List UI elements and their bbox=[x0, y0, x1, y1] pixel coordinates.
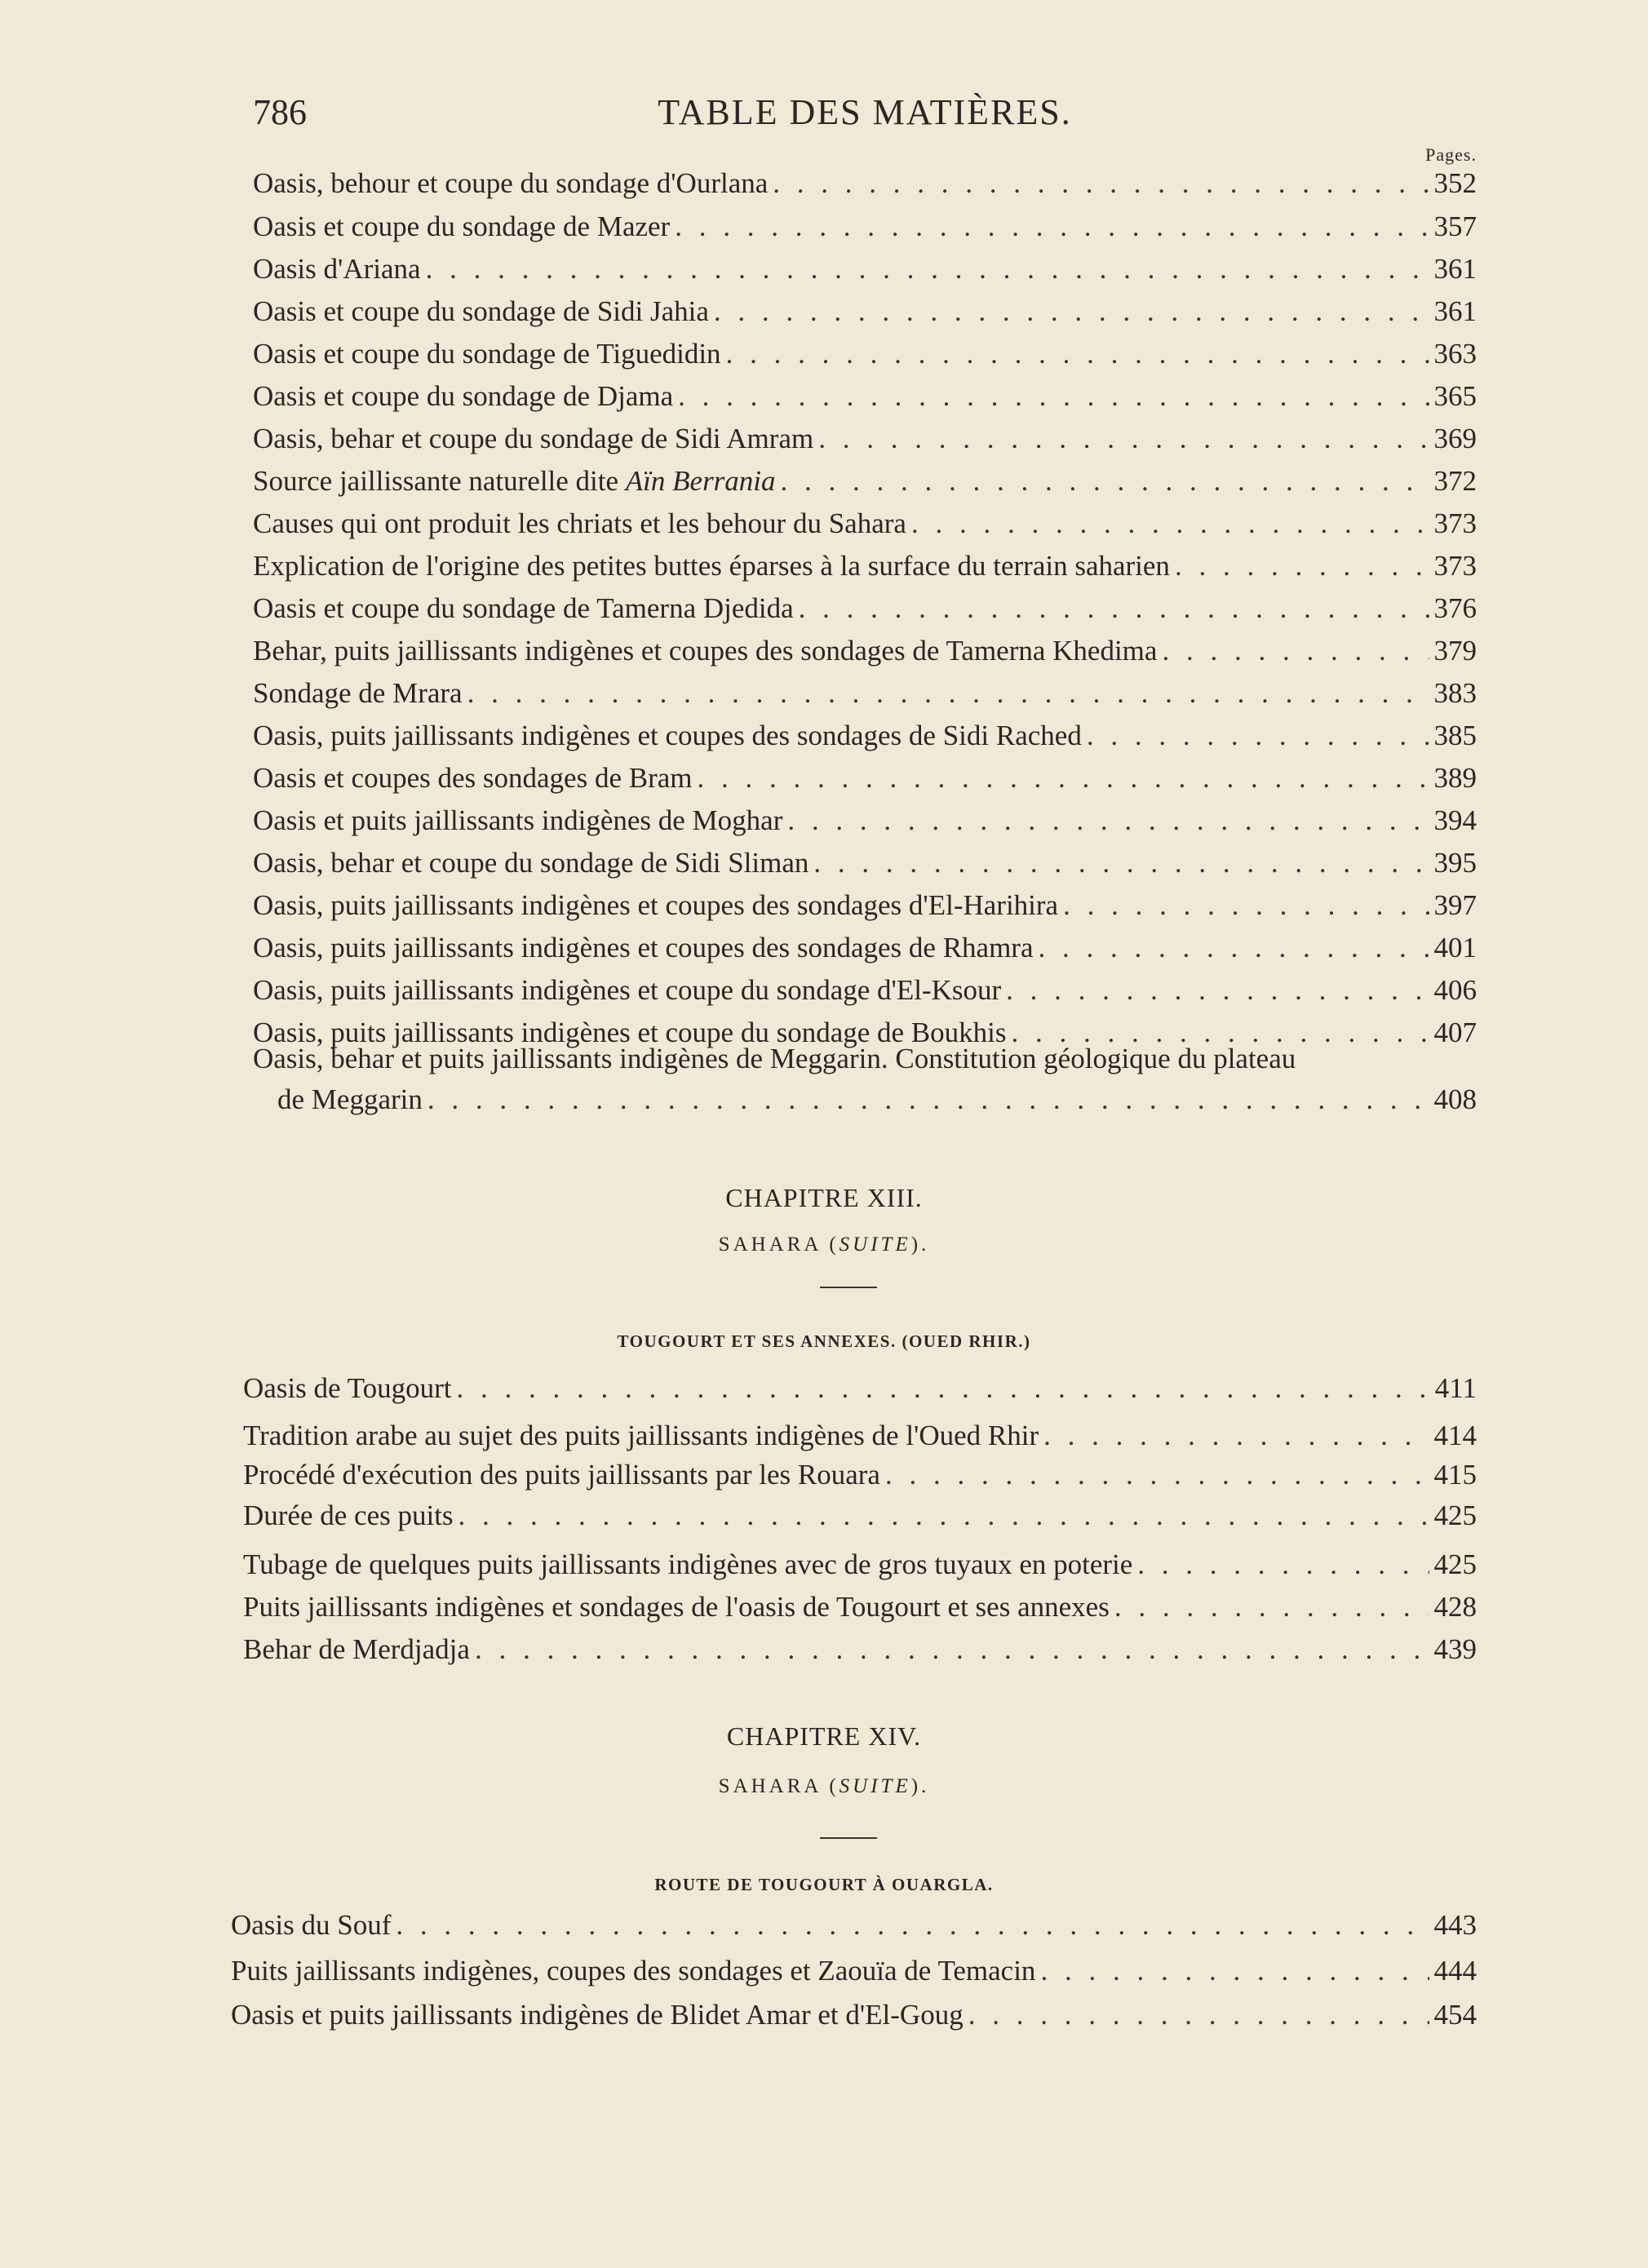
toc-entry: Oasis et coupe du sondage de Tamerna Djedida . . . 376 bbox=[253, 592, 1477, 635]
running-title: TABLE DES MATIÈRES. bbox=[658, 92, 1072, 132]
toc-entry: Puits jaillissants indigènes, coupes des sondages et Zaouïa de Temacin . . . 444 bbox=[231, 1955, 1477, 1997]
toc-entry: Causes qui ont produit les chriats et les behour du Sahara . . . 373 bbox=[253, 507, 1477, 550]
toc-entry: Procédé d'exécution des puits jaillissants par les Rouara . . . 415 bbox=[243, 1459, 1477, 1501]
toc-entry: Oasis, behour et coupe du sondage d'Ourlana . . . 352 bbox=[253, 167, 1477, 210]
divider-rule bbox=[820, 1837, 877, 1839]
chapter-14-title: CHAPITRE XIV. bbox=[726, 1721, 922, 1751]
toc-entry: Tubage de quelques puits jaillissants indigènes avec de gros tuyaux en poterie . . . 425 bbox=[243, 1548, 1477, 1591]
divider-rule bbox=[820, 1287, 877, 1288]
pages-column-label: Pages. bbox=[1425, 144, 1477, 165]
toc-entry-wrapped-line2: de Meggarin . . . 408 bbox=[277, 1083, 1477, 1126]
toc-entry: Tradition arabe au sujet des puits jaillissants indigènes de l'Oued Rhir . . . 414 bbox=[243, 1420, 1477, 1462]
toc-entry: Oasis, behar et coupe du sondage de Sidi Amram . . . 369 bbox=[253, 423, 1477, 465]
toc-entry: Oasis et puits jaillissants indigènes de Moghar . . . 394 bbox=[253, 804, 1477, 847]
toc-entry: Oasis et coupes des sondages de Bram . . . 389 bbox=[253, 762, 1477, 804]
page-header bbox=[253, 91, 1477, 165]
toc-entry: Oasis, puits jaillissants indigènes et coupes des sondages d'El-Harihira . . . 397 bbox=[253, 889, 1477, 932]
toc-entry: Oasis du Souf . . . 443 bbox=[231, 1909, 1477, 1951]
toc-entry: Source jaillissante naturelle dite Aïn Berrania . . . 372 bbox=[253, 465, 1477, 507]
toc-entry: Oasis et coupe du sondage de Djama . . . 365 bbox=[253, 380, 1477, 423]
toc-entry: Explication de l'origine des petites buttes éparses à la surface du terrain saharien . . . 373 bbox=[253, 550, 1477, 592]
toc-entry: Oasis, puits jaillissants indigènes et coupes des sondages de Sidi Rached . . . 385 bbox=[253, 720, 1477, 762]
toc-entry: Oasis et puits jaillissants indigènes de Blidet Amar et d'El-Goug . . . 454 bbox=[231, 1999, 1477, 2041]
toc-entry: Puits jaillissants indigènes et sondages de l'oasis de Tougourt et ses annexes . . . 428 bbox=[243, 1591, 1477, 1633]
chapter-13-title: CHAPITRE XIII. bbox=[725, 1183, 923, 1212]
toc-entry: Oasis et coupe du sondage de Mazer . . . 357 bbox=[253, 210, 1477, 253]
toc-entry-wrapped-line1: Oasis, behar et puits jaillissants indigènes de Meggarin. Constitution géologique du plateau bbox=[253, 1043, 1296, 1074]
toc-entry: Behar, puits jaillissants indigènes et coupes des sondages de Tamerna Khedima . . . 379 bbox=[253, 635, 1477, 677]
toc-entry: Oasis, puits jaillissants indigènes et coupe du sondage d'El-Ksour . . . 406 bbox=[253, 974, 1477, 1017]
chapter-14-subtitle: SAHARA (SUITE). bbox=[718, 1775, 930, 1797]
toc-entry: Oasis et coupe du sondage de Tiguedidin . . . 363 bbox=[253, 338, 1477, 380]
toc-entry: Oasis de Tougourt . . . 411 bbox=[243, 1372, 1477, 1415]
toc-entry: Oasis, puits jaillissants indigènes et coupe du sondage de Boukhis . . . 407 bbox=[253, 1017, 1477, 1059]
toc-entry: Behar de Merdjadja . . . 439 bbox=[243, 1633, 1477, 1676]
italic-place-name: Aïn Berrania bbox=[625, 465, 776, 497]
chapter-13-section-heading: TOUGOURT ET SES ANNEXES. (OUED RHIR.) bbox=[617, 1331, 1031, 1351]
toc-entry: Oasis, behar et coupe du sondage de Sidi Sliman . . . 395 bbox=[253, 847, 1477, 889]
chapter-14-section-heading: ROUTE DE TOUGOURT À OUARGLA. bbox=[654, 1875, 994, 1894]
chapter-13-subtitle: SAHARA (SUITE). bbox=[718, 1234, 930, 1256]
toc-entry: Oasis d'Ariana . . . 361 bbox=[253, 253, 1477, 295]
toc-entry: Oasis et coupe du sondage de Sidi Jahia . . . 361 bbox=[253, 295, 1477, 338]
page-number: 786 bbox=[253, 92, 307, 132]
toc-entry: Durée de ces puits . . . 425 bbox=[243, 1499, 1477, 1542]
toc-entry: Oasis, puits jaillissants indigènes et coupes des sondages de Rhamra . . . 401 bbox=[253, 932, 1477, 974]
toc-entry: Sondage de Mrara . . . 383 bbox=[253, 677, 1477, 720]
